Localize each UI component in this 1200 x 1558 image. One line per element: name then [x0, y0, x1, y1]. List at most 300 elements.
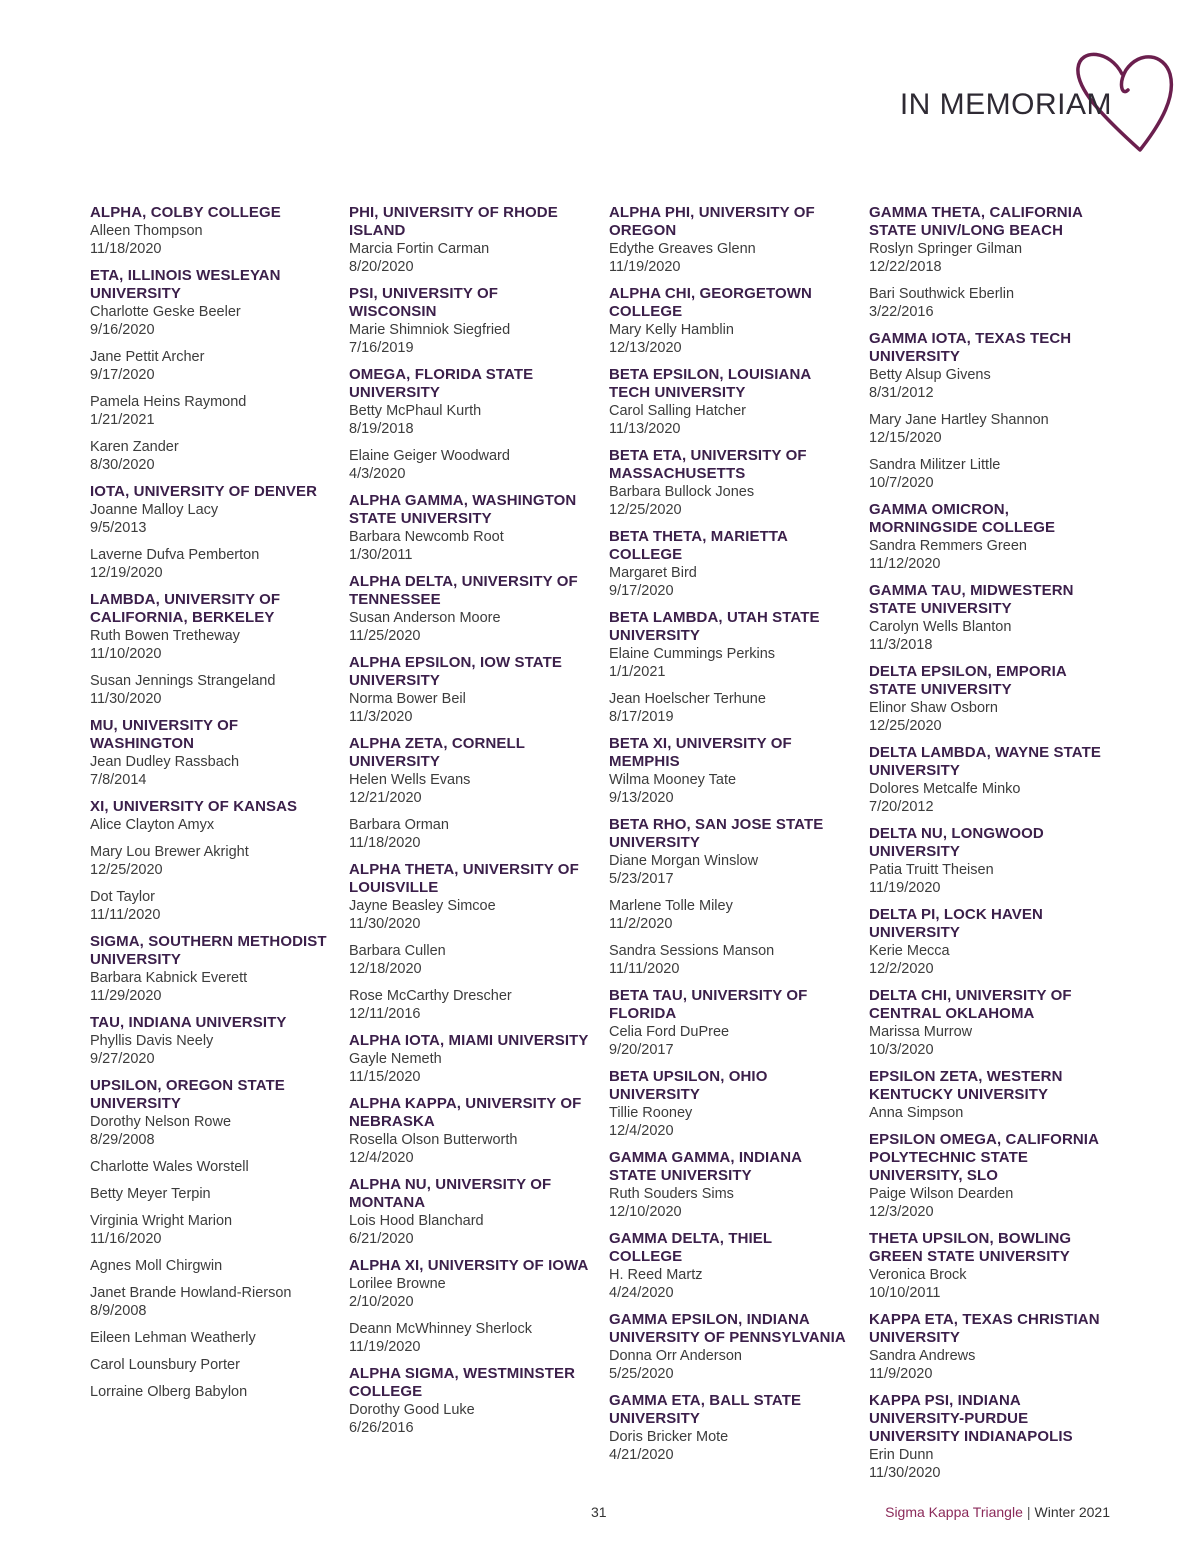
- member-name: Carol Lounsbury Porter: [90, 1357, 240, 1373]
- member-date: 12/25/2020: [869, 718, 942, 734]
- chapter-name: DELTA CHI, UNIVERSITY OF CENTRAL OKLAHOMA: [869, 987, 1072, 1022]
- member-entry: [90, 1113, 330, 1149]
- member-entry: [349, 690, 589, 726]
- member-entry: [349, 1212, 589, 1248]
- member-date: 8/17/2019: [609, 709, 674, 725]
- member-name: Betty Meyer Terpin: [90, 1186, 211, 1202]
- chapter-name: BETA EPSILON, LOUISIANA TECH UNIVERSITY: [609, 366, 811, 401]
- chapter-entry: [869, 744, 1109, 816]
- member-name: Marissa Murrow: [869, 1024, 973, 1040]
- member-name: Diane Morgan Winslow: [609, 853, 759, 869]
- member-name: Helen Wells Evans: [349, 772, 471, 788]
- member-name: Marlene Tolle Miley: [609, 898, 733, 914]
- member-entry: [90, 753, 330, 789]
- member-name: Dot Taylor: [90, 889, 156, 905]
- member-date: 12/10/2020: [609, 1204, 682, 1220]
- member-entry: [609, 942, 849, 978]
- member-date: 8/30/2020: [90, 457, 155, 473]
- chapter-entry: [609, 1230, 849, 1302]
- member-entry: [869, 1266, 1109, 1302]
- member-date: 11/2/2020: [609, 916, 673, 932]
- member-date: 8/9/2008: [90, 1303, 147, 1319]
- member-name: Charlotte Geske Beeler: [90, 304, 241, 320]
- member-date: 11/15/2020: [349, 1069, 421, 1085]
- member-date: 4/24/2020: [609, 1285, 674, 1301]
- chapter-entry: [609, 735, 849, 807]
- chapter-name: PSI, UNIVERSITY OF WISCONSIN: [349, 285, 499, 320]
- member-entry: [609, 1104, 849, 1140]
- member-date: 11/18/2020: [349, 835, 421, 851]
- member-entry: [349, 987, 589, 1023]
- member-date: 6/26/2016: [349, 1420, 414, 1436]
- member-entry: [349, 816, 589, 852]
- member-name: Wilma Mooney Tate: [609, 772, 737, 788]
- chapter-entry: [349, 1032, 589, 1086]
- publication-info: [885, 1504, 1110, 1520]
- chapter-name: ALPHA KAPPA, UNIVERSITY OF NEBRASKA: [349, 1095, 582, 1130]
- member-entry: [90, 888, 330, 924]
- member-date: 9/5/2013: [90, 520, 147, 536]
- chapter-name: GAMMA ETA, BALL STATE UNIVERSITY: [609, 1392, 802, 1427]
- chapter-name: ALPHA NU, UNIVERSITY OF MONTANA: [349, 1176, 552, 1211]
- member-name: Mary Jane Hartley Shannon: [869, 412, 1049, 428]
- member-entry: [349, 1131, 589, 1167]
- member-date: 11/3/2018: [869, 637, 933, 653]
- member-entry: [90, 843, 330, 879]
- chapter-entry: [349, 366, 589, 483]
- chapter-name: GAMMA OMICRON, MORNINGSIDE COLLEGE: [869, 501, 1056, 536]
- member-name: Dolores Metcalfe Minko: [869, 781, 1021, 797]
- member-date: 7/16/2019: [349, 340, 414, 356]
- chapter-name: ALPHA ZETA, CORNELL UNIVERSITY: [349, 735, 525, 770]
- member-entry: [349, 447, 589, 483]
- member-entry: [90, 222, 330, 258]
- member-name: Phyllis Davis Neely: [90, 1033, 214, 1049]
- member-date: 11/19/2020: [609, 259, 681, 275]
- member-name: Elinor Shaw Osborn: [869, 700, 998, 716]
- chapter-entry: [90, 933, 330, 1005]
- member-date: 5/25/2020: [609, 1366, 674, 1382]
- member-name: Dorothy Good Luke: [349, 1402, 475, 1418]
- chapter-name: MU, UNIVERSITY OF WASHINGTON: [90, 717, 239, 752]
- chapter-name: OMEGA, FLORIDA STATE UNIVERSITY: [349, 366, 534, 401]
- member-date: 11/29/2020: [90, 988, 162, 1004]
- member-name: Laverne Dufva Pemberton: [90, 547, 260, 563]
- member-entry: [349, 1320, 589, 1356]
- chapter-name: IOTA, UNIVERSITY OF DENVER: [90, 483, 318, 500]
- issue-label: Winter 2021: [1034, 1504, 1110, 1520]
- chapter-name: GAMMA THETA, CALIFORNIA STATE UNIV/LONG BEACH: [869, 204, 1083, 239]
- chapter-name: GAMMA EPSILON, INDIANA UNIVERSITY OF PENNSYLVANIA: [609, 1311, 846, 1346]
- member-name: Barbara Orman: [349, 817, 449, 833]
- chapter-name: BETA THETA, MARIETTA COLLEGE: [609, 528, 788, 563]
- member-name: Marcia Fortin Carman: [349, 241, 490, 257]
- chapter-name: LAMBDA, UNIVERSITY OF CALIFORNIA, BERKELEY: [90, 591, 281, 626]
- member-entry: [869, 1104, 1109, 1122]
- member-entry: [609, 897, 849, 933]
- chapter-name: XI, UNIVERSITY OF KANSAS: [90, 798, 298, 815]
- member-date: 9/13/2020: [609, 790, 674, 806]
- member-name: Susan Jennings Strangeland: [90, 673, 276, 689]
- member-date: 8/19/2018: [349, 421, 414, 437]
- chapter-name: KAPPA PSI, INDIANA UNIVERSITY-PURDUE UNIVERSITY INDIANAPOLIS: [869, 1392, 1073, 1445]
- chapter-name: ALPHA XI, UNIVERSITY OF IOWA: [349, 1257, 589, 1274]
- member-name: Sandra Sessions Manson: [609, 943, 775, 959]
- chapter-name: GAMMA DELTA, THIEL COLLEGE: [609, 1230, 772, 1265]
- chapter-name: KAPPA ETA, TEXAS CHRISTIAN UNIVERSITY: [869, 1311, 1100, 1346]
- member-entry: [90, 1257, 330, 1275]
- member-name: Veronica Brock: [869, 1267, 967, 1283]
- member-entry: [609, 564, 849, 600]
- chapter-entry: [609, 1311, 849, 1383]
- member-name: Barbara Cullen: [349, 943, 446, 959]
- chapter-name: BETA TAU, UNIVERSITY OF FLORIDA: [609, 987, 808, 1022]
- member-entry: [90, 1158, 330, 1176]
- member-date: 7/20/2012: [869, 799, 934, 815]
- member-date: 4/21/2020: [609, 1447, 674, 1463]
- chapter-entry: [90, 591, 330, 708]
- column-3: [609, 204, 849, 1473]
- chapter-entry: [609, 1068, 849, 1140]
- member-name: Anna Simpson: [869, 1105, 964, 1121]
- chapter-entry: [349, 285, 589, 357]
- member-entry: [609, 771, 849, 807]
- member-name: Betty Alsup Givens: [869, 367, 991, 383]
- member-name: Alice Clayton Amyx: [90, 817, 215, 833]
- member-entry: [869, 942, 1109, 978]
- chapter-name: ALPHA THETA, UNIVERSITY OF LOUISVILLE: [349, 861, 579, 896]
- column-2: [349, 204, 589, 1446]
- member-date: 8/20/2020: [349, 259, 414, 275]
- member-entry: [869, 1023, 1109, 1059]
- member-name: Dorothy Nelson Rowe: [90, 1114, 232, 1130]
- memoriam-columns: [90, 204, 1120, 1494]
- member-name: Barbara Bullock Jones: [609, 484, 755, 500]
- member-date: 8/29/2008: [90, 1132, 155, 1148]
- member-entry: [349, 240, 589, 276]
- member-name: Margaret Bird: [609, 565, 697, 581]
- member-entry: [349, 528, 589, 564]
- chapter-name: EPSILON OMEGA, CALIFORNIA POLYTECHNIC STATE UNIVERSITY, SLO: [869, 1131, 1099, 1184]
- member-entry: [349, 402, 589, 438]
- chapter-entry: [869, 204, 1109, 321]
- chapter-entry: [349, 573, 589, 645]
- member-name: Karen Zander: [90, 439, 179, 455]
- chapter-name: ALPHA SIGMA, WESTMINSTER COLLEGE: [349, 1365, 576, 1400]
- chapter-entry: [609, 609, 849, 726]
- member-entry: [90, 1329, 330, 1347]
- chapter-entry: [349, 1095, 589, 1167]
- chapter-entry: [609, 204, 849, 276]
- member-entry: [90, 816, 330, 834]
- chapter-entry: [90, 1014, 330, 1068]
- chapter-entry: [869, 663, 1109, 735]
- member-entry: [349, 1050, 589, 1086]
- chapter-entry: [609, 528, 849, 600]
- member-name: Bari Southwick Eberlin: [869, 286, 1015, 302]
- member-date: 12/22/2018: [869, 259, 942, 275]
- member-entry: [90, 393, 330, 429]
- member-name: Marie Shimniok Siegfried: [349, 322, 511, 338]
- chapter-name: ALPHA CHI, GEORGETOWN COLLEGE: [609, 285, 812, 320]
- member-date: 11/10/2020: [90, 646, 162, 662]
- member-date: 11/30/2020: [869, 1465, 941, 1481]
- chapter-entry: [609, 285, 849, 357]
- member-name: Donna Orr Anderson: [609, 1348, 742, 1364]
- member-name: Carolyn Wells Blanton: [869, 619, 1012, 635]
- member-name: Ruth Souders Sims: [609, 1186, 734, 1202]
- chapter-name: TAU, INDIANA UNIVERSITY: [90, 1014, 287, 1031]
- member-entry: [609, 1347, 849, 1383]
- member-entry: [869, 456, 1109, 492]
- chapter-name: UPSILON, OREGON STATE UNIVERSITY: [90, 1077, 285, 1112]
- member-date: 11/30/2020: [349, 916, 421, 932]
- member-date: 11/11/2020: [90, 907, 161, 923]
- member-name: Rosella Olson Butterworth: [349, 1132, 518, 1148]
- chapter-entry: [349, 1257, 589, 1356]
- chapter-entry: [349, 735, 589, 852]
- member-entry: [90, 1185, 330, 1203]
- member-date: 9/20/2017: [609, 1042, 674, 1058]
- column-4: [869, 204, 1109, 1491]
- member-entry: [869, 537, 1109, 573]
- member-date: 11/19/2020: [869, 880, 941, 896]
- chapter-name: THETA UPSILON, BOWLING GREEN STATE UNIVERSITY: [869, 1230, 1072, 1265]
- member-entry: [609, 1185, 849, 1221]
- member-entry: [609, 402, 849, 438]
- member-entry: [869, 699, 1109, 735]
- member-name: Tillie Rooney: [609, 1105, 693, 1121]
- member-entry: [869, 1446, 1109, 1482]
- chapter-entry: [869, 582, 1109, 654]
- member-name: H. Reed Martz: [609, 1267, 703, 1283]
- member-entry: [609, 1023, 849, 1059]
- member-entry: [869, 1347, 1109, 1383]
- member-entry: [349, 1401, 589, 1437]
- member-name: Elaine Geiger Woodward: [349, 448, 510, 464]
- chapter-entry: [869, 330, 1109, 492]
- page-header: [0, 0, 1200, 180]
- member-date: 12/11/2016: [349, 1006, 421, 1022]
- member-name: Eileen Lehman Weatherly: [90, 1330, 256, 1346]
- member-date: 11/13/2020: [609, 421, 681, 437]
- member-name: Sandra Andrews: [869, 1348, 976, 1364]
- member-entry: [90, 1032, 330, 1068]
- member-name: Carol Salling Hatcher: [609, 403, 747, 419]
- member-entry: [609, 1428, 849, 1464]
- member-name: Joanne Malloy Lacy: [90, 502, 219, 518]
- chapter-name: ALPHA DELTA, UNIVERSITY OF TENNESSEE: [349, 573, 578, 608]
- chapter-entry: [349, 861, 589, 1023]
- chapter-entry: [869, 987, 1109, 1059]
- chapter-entry: [349, 654, 589, 726]
- chapter-entry: [90, 204, 330, 258]
- member-name: Jean Hoelscher Terhune: [609, 691, 766, 707]
- member-date: 11/11/2020: [609, 961, 680, 977]
- member-name: Elaine Cummings Perkins: [609, 646, 776, 662]
- member-name: Gayle Nemeth: [349, 1051, 442, 1067]
- member-name: Virginia Wright Marion: [90, 1213, 233, 1229]
- column-1: [90, 204, 330, 1410]
- chapter-entry: [90, 483, 330, 582]
- chapter-entry: [869, 1311, 1109, 1383]
- member-entry: [869, 1185, 1109, 1221]
- member-name: Lois Hood Blanchard: [349, 1213, 484, 1229]
- member-date: 8/31/2012: [869, 385, 934, 401]
- member-date: 12/4/2020: [609, 1123, 674, 1139]
- member-name: Betty McPhaul Kurth: [349, 403, 482, 419]
- member-entry: [90, 627, 330, 663]
- chapter-name: EPSILON ZETA, WESTERN KENTUCKY UNIVERSITY: [869, 1068, 1063, 1103]
- member-name: Doris Bricker Mote: [609, 1429, 729, 1445]
- member-date: 5/23/2017: [609, 871, 674, 887]
- member-entry: [609, 852, 849, 888]
- chapter-entry: [869, 906, 1109, 978]
- member-entry: [869, 411, 1109, 447]
- member-name: Barbara Newcomb Root: [349, 529, 504, 545]
- member-date: 3/22/2016: [869, 304, 934, 320]
- chapter-entry: [609, 1392, 849, 1464]
- member-date: 1/1/2021: [609, 664, 666, 680]
- chapter-name: BETA UPSILON, OHIO UNIVERSITY: [609, 1068, 768, 1103]
- member-entry: [90, 348, 330, 384]
- chapter-name: GAMMA TAU, MIDWESTERN STATE UNIVERSITY: [869, 582, 1074, 617]
- member-date: 1/30/2011: [349, 547, 413, 563]
- member-name: Sandra Remmers Green: [869, 538, 1027, 554]
- member-entry: [349, 771, 589, 807]
- member-entry: [869, 285, 1109, 321]
- member-date: 1/21/2021: [90, 412, 155, 428]
- member-entry: [869, 780, 1109, 816]
- member-name: Janet Brande Howland-Rierson: [90, 1285, 292, 1301]
- member-name: Kerie Mecca: [869, 943, 950, 959]
- member-entry: [90, 969, 330, 1005]
- chapter-entry: [609, 1149, 849, 1221]
- member-name: Patia Truitt Theisen: [869, 862, 994, 878]
- chapter-name: SIGMA, SOUTHERN METHODIST UNIVERSITY: [90, 933, 327, 968]
- member-name: Celia Ford DuPree: [609, 1024, 730, 1040]
- member-date: 9/27/2020: [90, 1051, 155, 1067]
- member-entry: [609, 645, 849, 681]
- member-name: Susan Anderson Moore: [349, 610, 501, 626]
- chapter-name: DELTA PI, LOCK HAVEN UNIVERSITY: [869, 906, 1043, 941]
- member-date: 12/19/2020: [90, 565, 163, 581]
- member-entry: [90, 303, 330, 339]
- member-date: 12/2/2020: [869, 961, 934, 977]
- chapter-entry: [609, 447, 849, 519]
- chapter-entry: [869, 825, 1109, 897]
- member-date: 12/25/2020: [90, 862, 163, 878]
- publication-name: Sigma Kappa Triangle: [885, 1504, 1023, 1520]
- chapter-name: GAMMA IOTA, TEXAS TECH UNIVERSITY: [869, 330, 1072, 365]
- chapter-entry: [609, 366, 849, 438]
- member-name: Alleen Thompson: [90, 223, 203, 239]
- member-date: 10/3/2020: [869, 1042, 934, 1058]
- chapter-entry: [349, 204, 589, 276]
- page-footer: [0, 1504, 1200, 1534]
- member-date: 7/8/2014: [90, 772, 147, 788]
- chapter-entry: [349, 1176, 589, 1248]
- chapter-name: DELTA NU, LONGWOOD UNIVERSITY: [869, 825, 1044, 860]
- chapter-entry: [869, 1068, 1109, 1122]
- member-date: 12/3/2020: [869, 1204, 934, 1220]
- member-name: Edythe Greaves Glenn: [609, 241, 756, 257]
- chapter-name: ALPHA EPSILON, IOW STATE UNIVERSITY: [349, 654, 562, 689]
- member-name: Mary Kelly Hamblin: [609, 322, 734, 338]
- chapter-name: PHI, UNIVERSITY OF RHODE ISLAND: [349, 204, 558, 239]
- publication-separator: |: [1026, 1504, 1031, 1520]
- chapter-entry: [349, 1365, 589, 1437]
- chapter-name: BETA XI, UNIVERSITY OF MEMPHIS: [609, 735, 792, 770]
- member-date: 11/12/2020: [869, 556, 941, 572]
- member-entry: [609, 321, 849, 357]
- member-entry: [609, 240, 849, 276]
- member-name: Jane Pettit Archer: [90, 349, 205, 365]
- member-entry: [349, 321, 589, 357]
- member-entry: [349, 897, 589, 933]
- member-date: 6/21/2020: [349, 1231, 414, 1247]
- chapter-entry: [609, 987, 849, 1059]
- member-name: Deann McWhinney Sherlock: [349, 1321, 532, 1337]
- member-date: 9/16/2020: [90, 322, 155, 338]
- member-entry: [349, 609, 589, 645]
- chapter-entry: [869, 1392, 1109, 1482]
- chapter-name: ALPHA GAMMA, WASHINGTON STATE UNIVERSITY: [349, 492, 577, 527]
- member-date: 12/25/2020: [609, 502, 682, 518]
- member-date: 11/25/2020: [349, 628, 421, 644]
- member-name: Erin Dunn: [869, 1447, 934, 1463]
- chapter-entry: [869, 1230, 1109, 1302]
- member-entry: [869, 861, 1109, 897]
- chapter-name: BETA RHO, SAN JOSE STATE UNIVERSITY: [609, 816, 824, 851]
- chapter-entry: [90, 717, 330, 789]
- chapter-name: BETA ETA, UNIVERSITY OF MASSACHUSETTS: [609, 447, 807, 482]
- member-entry: [90, 501, 330, 537]
- member-date: 10/10/2011: [869, 1285, 941, 1301]
- member-entry: [90, 672, 330, 708]
- member-entry: [90, 546, 330, 582]
- page-title: IN MEMORIAM: [899, 88, 1112, 121]
- member-date: 12/13/2020: [609, 340, 682, 356]
- chapter-entry: [869, 1131, 1109, 1221]
- member-entry: [90, 1212, 330, 1248]
- member-date: 11/19/2020: [349, 1339, 421, 1355]
- member-date: 11/3/2020: [349, 709, 413, 725]
- member-date: 10/7/2020: [869, 475, 934, 491]
- member-entry: [90, 438, 330, 474]
- member-entry: [90, 1356, 330, 1374]
- chapter-entry: [349, 492, 589, 564]
- chapter-name: ETA, ILLINOIS WESLEYAN UNIVERSITY: [90, 267, 281, 302]
- member-date: 11/9/2020: [869, 1366, 933, 1382]
- member-name: Jayne Beasley Simcoe: [349, 898, 496, 914]
- member-name: Lorraine Olberg Babylon: [90, 1384, 248, 1400]
- member-entry: [90, 1284, 330, 1320]
- member-name: Rose McCarthy Drescher: [349, 988, 512, 1004]
- chapter-entry: [609, 816, 849, 978]
- member-name: Paige Wilson Dearden: [869, 1186, 1014, 1202]
- member-name: Mary Lou Brewer Akright: [90, 844, 249, 860]
- member-date: 11/16/2020: [90, 1231, 162, 1247]
- member-entry: [869, 618, 1109, 654]
- member-date: 12/15/2020: [869, 430, 942, 446]
- member-entry: [609, 483, 849, 519]
- member-date: 11/18/2020: [90, 241, 162, 257]
- chapter-name: DELTA EPSILON, EMPORIA STATE UNIVERSITY: [869, 663, 1067, 698]
- chapter-name: BETA LAMBDA, UTAH STATE UNIVERSITY: [609, 609, 820, 644]
- chapter-name: ALPHA IOTA, MIAMI UNIVERSITY: [349, 1032, 589, 1049]
- member-name: Agnes Moll Chirgwin: [90, 1258, 223, 1274]
